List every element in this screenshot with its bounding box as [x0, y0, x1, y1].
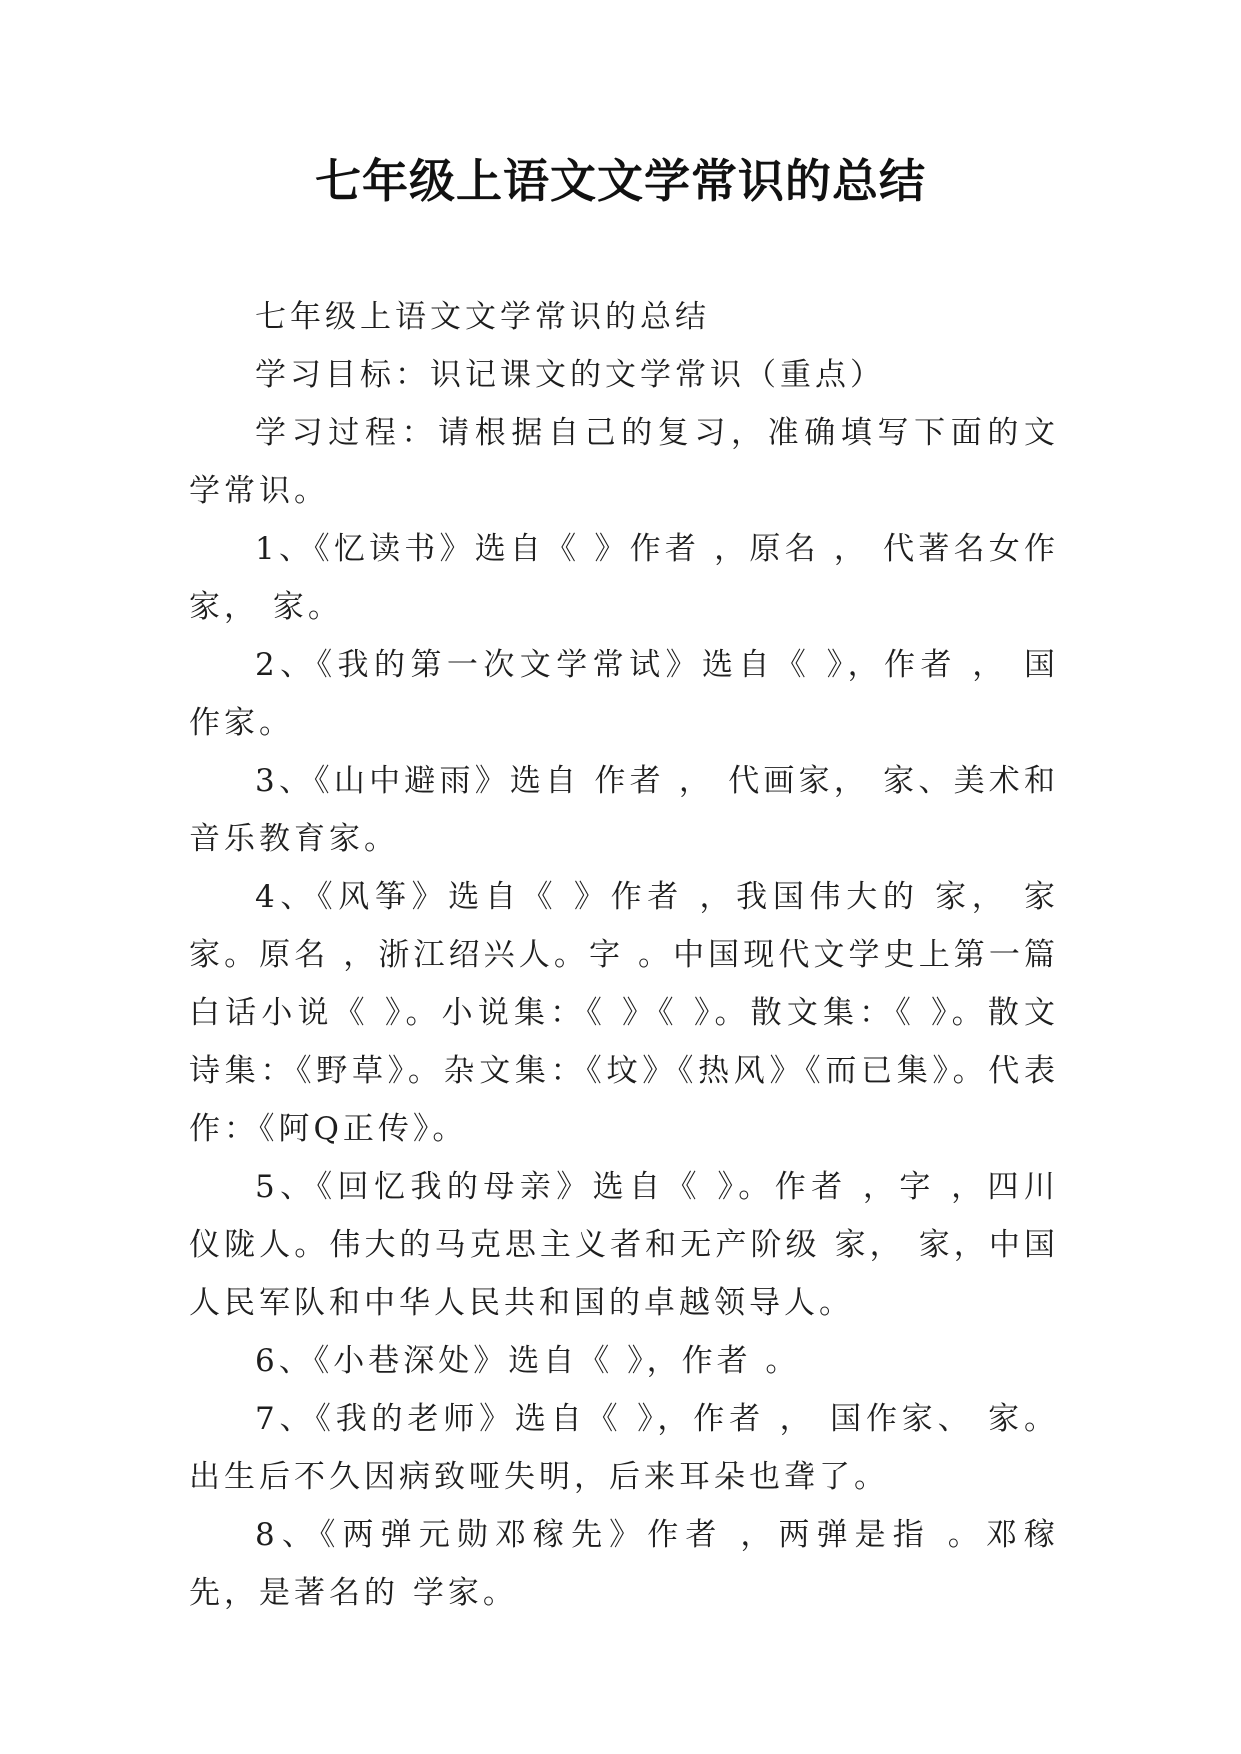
paragraph-item-8: 8、《两弹元勋邓稼先》作者 ，两弹是指 。邓稼先，是著名的 学家。 — [189, 1517, 1059, 1611]
paragraph-item-7: 7、《我的老师》选自《 》，作者 ， 国作家、 家。出生后不久因病致哑失明，后来耳朵也聋了。 — [189, 1401, 1059, 1495]
paragraph-item-5: 5、《回忆我的母亲》选自《 》。作者 ，字 ，四川仪陇人。伟大的马克思主义者和无产阶级 家， 家，中国人民军队和中华人民共和国的卓越领导人。 — [189, 1169, 1059, 1321]
paragraph-learning-goal: 学习目标：识记课文的文学常识（重点） — [255, 357, 885, 393]
paragraph-item-3: 3、《山中避雨》选自 作者 ， 代画家， 家、美术和音乐教育家。 — [189, 763, 1059, 857]
paragraph-item-6: 6、《小巷深处》选自《 》，作者 。 — [255, 1343, 801, 1379]
document-title: 七年级上语文文学常识的总结 — [315, 154, 926, 208]
paragraph-item-2: 2、《我的第一次文学常试》选自《 》，作者 ， 国作家。 — [189, 647, 1059, 741]
paragraph-item-1: 1、《忆读书》选自《 》作者 ，原名 ， 代著名女作家， 家。 — [189, 531, 1059, 625]
paragraph-item-4: 4、《风筝》选自《 》作者 ，我国伟大的 家， 家 家。原名 ，浙江绍兴人。字 。中国现代文学史上第一篇白话小说《 》。小说集：《 》《 》。散文集：《 》。散文诗集：《野草》。杂文集：《坟》《热风》《而已集》。代表作：《阿Q正传》。 — [189, 879, 1059, 1147]
paragraph-subtitle: 七年级上语文文学常识的总结 — [255, 299, 710, 335]
document-body — [189, 288, 1059, 1622]
paragraph-learning-process: 学习过程：请根据自己的复习，准确填写下面的文学常识。 — [189, 415, 1059, 509]
